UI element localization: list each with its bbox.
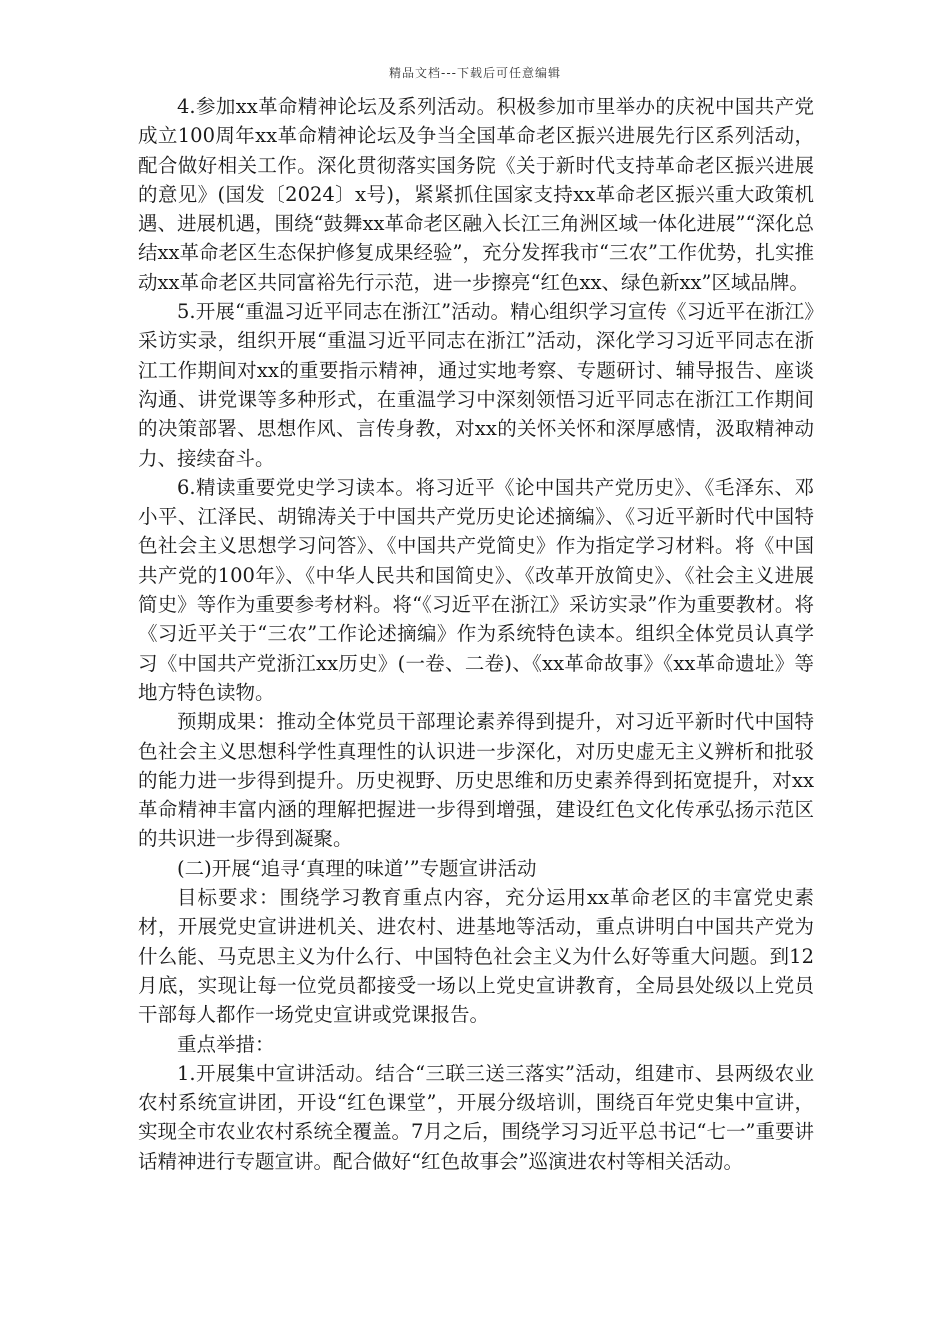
paragraph-key-measures-label: 重点举措： (177, 1032, 275, 1056)
page-header: 精品文档---下载后可任意编辑 (389, 66, 561, 80)
section-heading-2: (二)开展“追寻‘真理的味道’”专题宣讲活动 (177, 856, 537, 880)
document-body (138, 92, 814, 1176)
paragraph-expected-results: 预期成果：推动全体党员干部理论素养得到提升，对习近平新时代中国特色社会主义思想科学性真理性的认识进一步深化，对历史虚无主义辨析和批驳的能力进一步得到提升。历史视野、历史思维和历史素养得到拓宽提升，对xx革命精神丰富内涵的理解把握进一步得到增强，建设红色文化传承弘扬示范区的共识进一步得到凝聚。 (138, 710, 814, 851)
paragraph-item-6: 6.精读重要党史学习读本。将习近平《论中国共产党历史》、《毛泽东、邓小平、江泽民、胡锦涛关于中国共产党历史论述摘编》、《习近平新时代中国特色社会主义思想学习问答》、《中国共产党简史》作为指定学习材料。将《中国共产党的100年》、《中华人民共和国简史》、《改革开放简史》、《社会主义进展简史》等作为重要参考材料。将“《习近平在浙江》采访实录”作为重要教材。将《习近平关于“三农”工作论述摘编》作为系统特色读本。组织全体党员认真学习《中国共产党浙江xx历史》(一卷、二卷)、《xx革命故事》《xx革命遗址》等地方特色读物。 (138, 475, 814, 704)
paragraph-item-5: 5.开展“重温习近平同志在浙江”活动。精心组织学习宣传《习近平在浙江》采访实录，组织开展“重温习近平同志在浙江”活动，深化学习习近平同志在浙江工作期间对xx的重要指示精神，通过实地考察、专题研讨、辅导报告、座谈沟通、讲党课等多种形式，在重温学习中深刻领悟习近平同志在浙江工作期间的决策部署、思想作风、言传身教，对xx的关怀关怀和深厚感情，汲取精神动力、接续奋斗。 (138, 300, 814, 470)
paragraph-item-1: 1.开展集中宣讲活动。结合“三联三送三落实”活动，组建市、县两级农业农村系统宣讲团，开设“红色课堂”，开展分级培训，围绕百年党史集中宣讲，实现全市农业农村系统全覆盖。7月之后，围绕学习习近平总书记“七一”重要讲话精神进行专题宣讲。配合做好“红色故事会”巡演进农村等相关活动。 (138, 1061, 814, 1173)
paragraph-goals: 目标要求：围绕学习教育重点内容，充分运用xx革命老区的丰富党史素材，开展党史宣讲进机关、进农村、进基地等活动，重点讲明白中国共产党为什么能、马克思主义为什么行、中国特色社会主义为什么好等重大问题。到12月底，实现让每一位党员都接受一场以上党史宣讲教育，全局县处级以上党员干部每人都作一场党史宣讲或党课报告。 (138, 886, 814, 1027)
paragraph-item-4: 4.参加xx革命精神论坛及系列活动。积极参加市里举办的庆祝中国共产党成立100周年xx革命精神论坛及争当全国革命老区振兴进展先行区系列活动，配合做好相关工作。深化贯彻落实国务院《关于新时代支持革命老区振兴进展的意见》(国发〔2024〕x号)，紧紧抓住国家支持xx革命老区振兴重大政策机遇、进展机遇，围绕“鼓舞xx革命老区融入长江三角洲区域一体化进展”“深化总结xx革命老区生态保护修复成果经验”，充分发挥我市“三农”工作优势，扎实推动xx革命老区共同富裕先行示范，进一步擦亮“红色xx、绿色新xx”区域品牌。 (138, 95, 814, 294)
